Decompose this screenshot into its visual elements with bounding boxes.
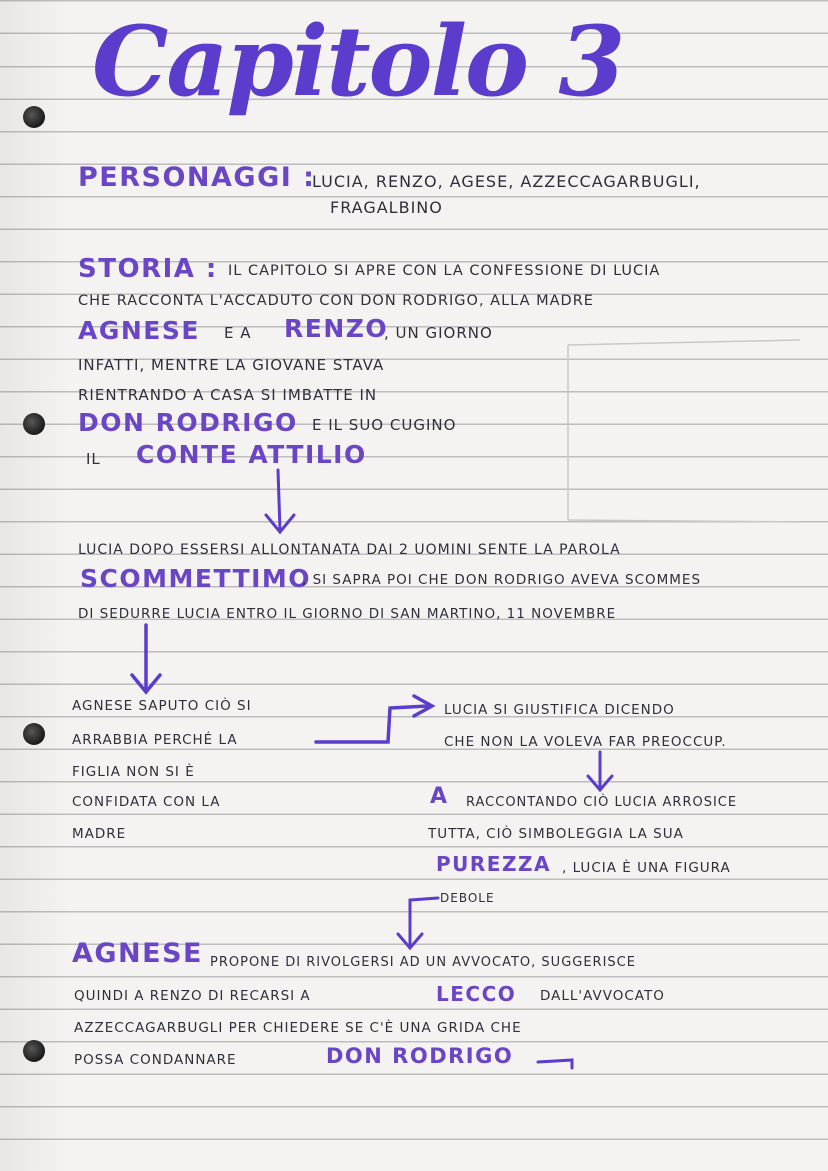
highlight-don-rodrigo-2: DON RODRIGO [326, 1044, 514, 1068]
binder-hole [23, 723, 45, 745]
highlight-conte-attilio: CONTE ATTILIO [136, 440, 367, 469]
arrow-right-icon [316, 696, 432, 742]
highlight-scommettimo: SCOMMETTIMO [80, 564, 312, 593]
binder-hole [23, 1040, 45, 1062]
storia-text: E IL SUO CUGINO [312, 416, 457, 434]
conclusione-line: POSSA CONDANNARE [74, 1052, 237, 1068]
storia-text: , UN GIORNO [384, 324, 493, 342]
page-title: Capitolo 3 [92, 5, 624, 118]
scommessa-line: DI SEDURRE LUCIA ENTRO IL GIORNO DI SAN MARTINO, 11 NOVEMBRE [78, 606, 617, 622]
binder-hole [23, 106, 45, 128]
marker-a: A [430, 784, 449, 809]
left-block-line: FIGLIA NON SI È [72, 764, 195, 780]
scommessa-line: , SI SAPRA POI CHE DON RODRIGO AVEVA SCOMMES [302, 572, 702, 588]
storia-line: CHE RACCONTA L'ACCADUTO CON DON RODRIGO, ALLA MADRE [78, 293, 594, 309]
highlight-renzo: RENZO [284, 314, 389, 343]
right-block-line: TUTTA, CIÒ SIMBOLEGGIA LA SUA [428, 826, 684, 842]
binder-hole [23, 413, 45, 435]
highlight-agnese: AGNESE [78, 316, 200, 345]
left-block-line: AGNESE SAPUTO CIÒ SI [72, 698, 252, 714]
right-block-line: RACCONTANDO CIÒ LUCIA ARROSICE [466, 795, 738, 810]
conclusione-line: AZZECCAGARBUGLI PER CHIEDERE SE C'È UNA GRIDA CHE [74, 1020, 522, 1036]
arrow-down-icon [588, 752, 612, 790]
personaggi-line: FRAGALBINO [330, 198, 443, 217]
highlight-lecco: LECCO [436, 982, 517, 1006]
arrow-down-icon [398, 898, 438, 948]
end-mark-icon [538, 1060, 572, 1068]
personaggi-label: PERSONAGGI : [78, 162, 316, 193]
personaggi-line: LUCIA, RENZO, AGESE, AZZECCAGARBUGLI, [312, 172, 701, 191]
storia-text: E A [224, 324, 252, 342]
right-block-line: DEBOLE [440, 891, 495, 905]
left-block-line: ARRABBIA PERCHÉ LA [72, 732, 238, 748]
storia-label: STORIA : [78, 254, 218, 284]
right-block-line: LUCIA SI GIUSTIFICA DICENDO [444, 702, 675, 718]
highlight-agnese-2: AGNESE [72, 938, 203, 969]
storia-line: INFATTI, MENTRE LA GIOVANE STAVA [78, 356, 385, 374]
highlight-purezza: PUREZZA [436, 852, 551, 876]
right-block-line: CHE NON LA VOLEVA FAR PREOCCUP. [444, 734, 727, 750]
left-block-line: MADRE [72, 826, 127, 842]
highlight-don-rodrigo: DON RODRIGO [78, 408, 298, 437]
storia-line: IL CAPITOLO SI APRE CON LA CONFESSIONE DI LUCIA [228, 263, 661, 279]
left-block-line: CONFIDATA CON LA [72, 794, 221, 810]
conclusione-line: QUINDI A RENZO DI RECARSI A [74, 988, 311, 1004]
arrow-down-icon [266, 470, 294, 532]
storia-text: IL [86, 450, 101, 468]
conclusione-line: DALL'AVVOCATO [540, 988, 665, 1004]
storia-line: RIENTRANDO A CASA SI IMBATTE IN [78, 386, 378, 404]
arrow-down-icon [132, 625, 160, 692]
right-block-line: , LUCIA È UNA FIGURA [562, 860, 731, 876]
scommessa-line: LUCIA DOPO ESSERSI ALLONTANATA DAI 2 UOMINI SENTE LA PAROLA [78, 542, 621, 558]
conclusione-line: PROPONE DI RIVOLGERSI AD UN AVVOCATO, SUGGERISCE [210, 955, 636, 970]
